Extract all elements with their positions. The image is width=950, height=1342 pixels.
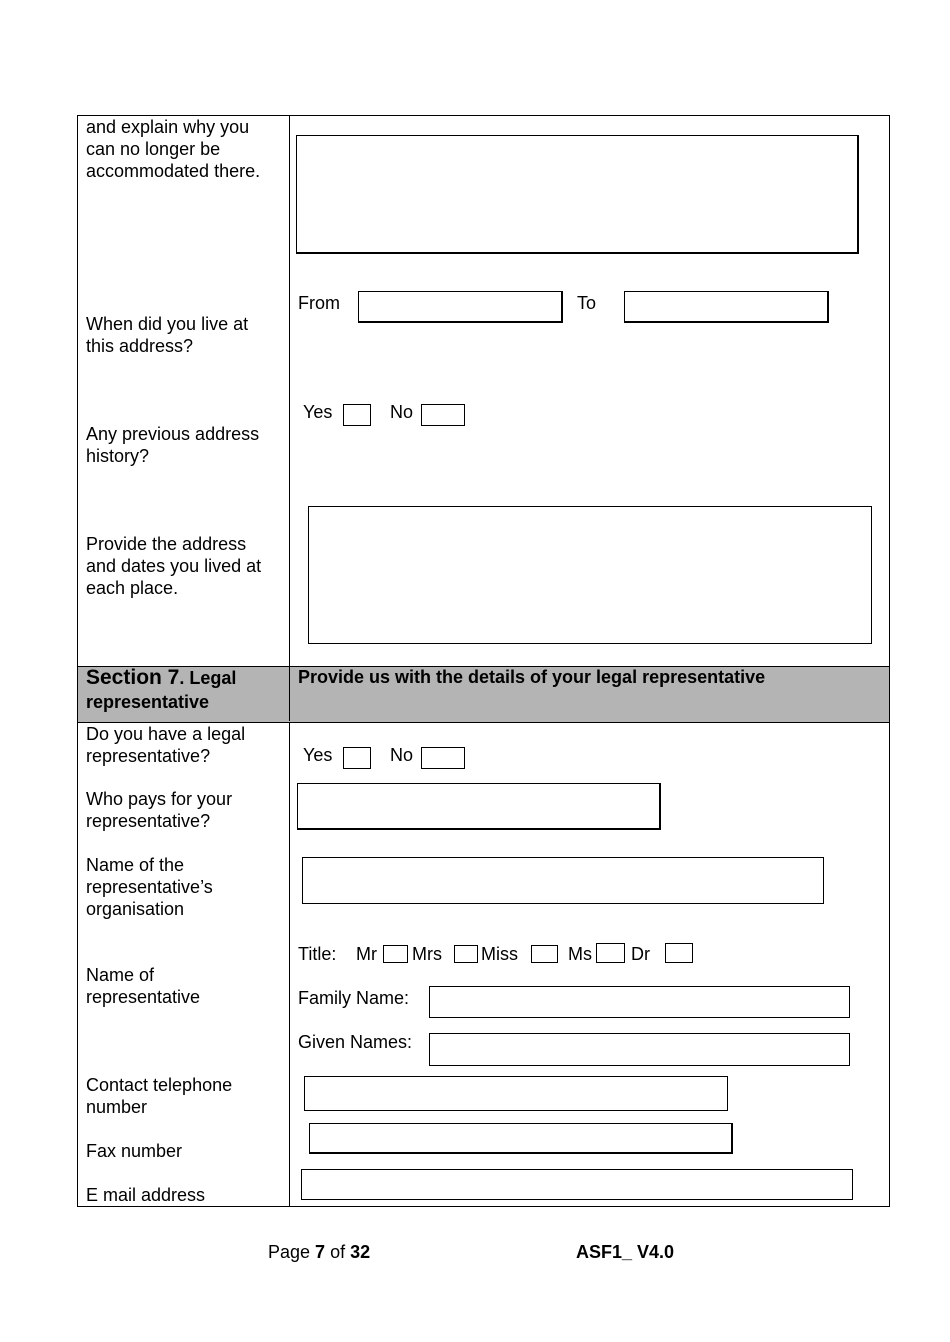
have-rep-yes-label: Yes <box>303 745 333 765</box>
family-name-input[interactable] <box>429 986 850 1018</box>
given-names-input[interactable] <box>429 1033 850 1066</box>
previous-no-label: No <box>390 402 414 422</box>
previous-no-checkbox[interactable] <box>421 404 465 426</box>
band-divider <box>289 666 290 721</box>
phone-label: Contact telephone number <box>86 1075 233 1117</box>
organisation-input[interactable] <box>302 857 824 904</box>
previous-yes-checkbox[interactable] <box>343 404 371 426</box>
title-label: Title: <box>298 944 337 964</box>
email-input[interactable] <box>301 1169 853 1200</box>
previous-label: Any previous address history? <box>86 424 260 466</box>
title-ms-checkbox[interactable] <box>596 943 625 963</box>
address-history-textarea[interactable] <box>308 506 872 644</box>
given-names-label: Given Names: <box>298 1032 413 1052</box>
have-rep-no-label: No <box>390 745 414 765</box>
to-label: To <box>577 293 597 313</box>
organisation-label: Name of the representative’s organisation <box>86 855 213 919</box>
family-name-label: Family Name: <box>298 988 410 1008</box>
rep-name-label: Name of representative <box>86 965 201 1007</box>
title-miss-label: Miss <box>481 944 518 964</box>
section-7-title: Section 7. Legal representative <box>86 666 237 712</box>
page-number: Page 7 of 32 <box>268 1242 371 1262</box>
who-pays-label: Who pays for your representative? <box>86 789 233 831</box>
have-rep-yes-checkbox[interactable] <box>343 747 371 769</box>
email-label: E mail address <box>86 1185 206 1205</box>
explain-label: and explain why you can no longer be accommodated there. <box>86 117 261 181</box>
when-label: When did you live at this address? <box>86 314 249 356</box>
title-mr-checkbox[interactable] <box>383 945 408 963</box>
title-dr-label: Dr <box>631 944 650 964</box>
form-version: ASF1_ V4.0 <box>576 1242 675 1262</box>
from-date-input[interactable] <box>358 291 563 323</box>
provide-label: Provide the address and dates you lived at each place. <box>86 534 262 598</box>
fax-label: Fax number <box>86 1141 183 1161</box>
title-mr-label: Mr <box>356 944 377 964</box>
have-rep-no-checkbox[interactable] <box>421 747 465 769</box>
phone-input[interactable] <box>304 1076 728 1111</box>
section-7-instruction: Provide us with the details of your legal representative <box>298 667 766 687</box>
title-miss-checkbox[interactable] <box>531 945 558 963</box>
from-label: From <box>298 293 340 313</box>
column-divider <box>289 115 290 1207</box>
title-dr-checkbox[interactable] <box>665 943 693 963</box>
title-ms-label: Ms <box>568 944 592 964</box>
have-rep-label: Do you have a legal representative? <box>86 724 246 766</box>
who-pays-input[interactable] <box>297 783 661 830</box>
fax-input[interactable] <box>309 1123 733 1154</box>
explain-textarea[interactable] <box>296 135 859 254</box>
to-date-input[interactable] <box>624 291 829 323</box>
previous-yes-label: Yes <box>303 402 333 422</box>
title-mrs-checkbox[interactable] <box>454 945 478 963</box>
title-mrs-label: Mrs <box>412 944 442 964</box>
